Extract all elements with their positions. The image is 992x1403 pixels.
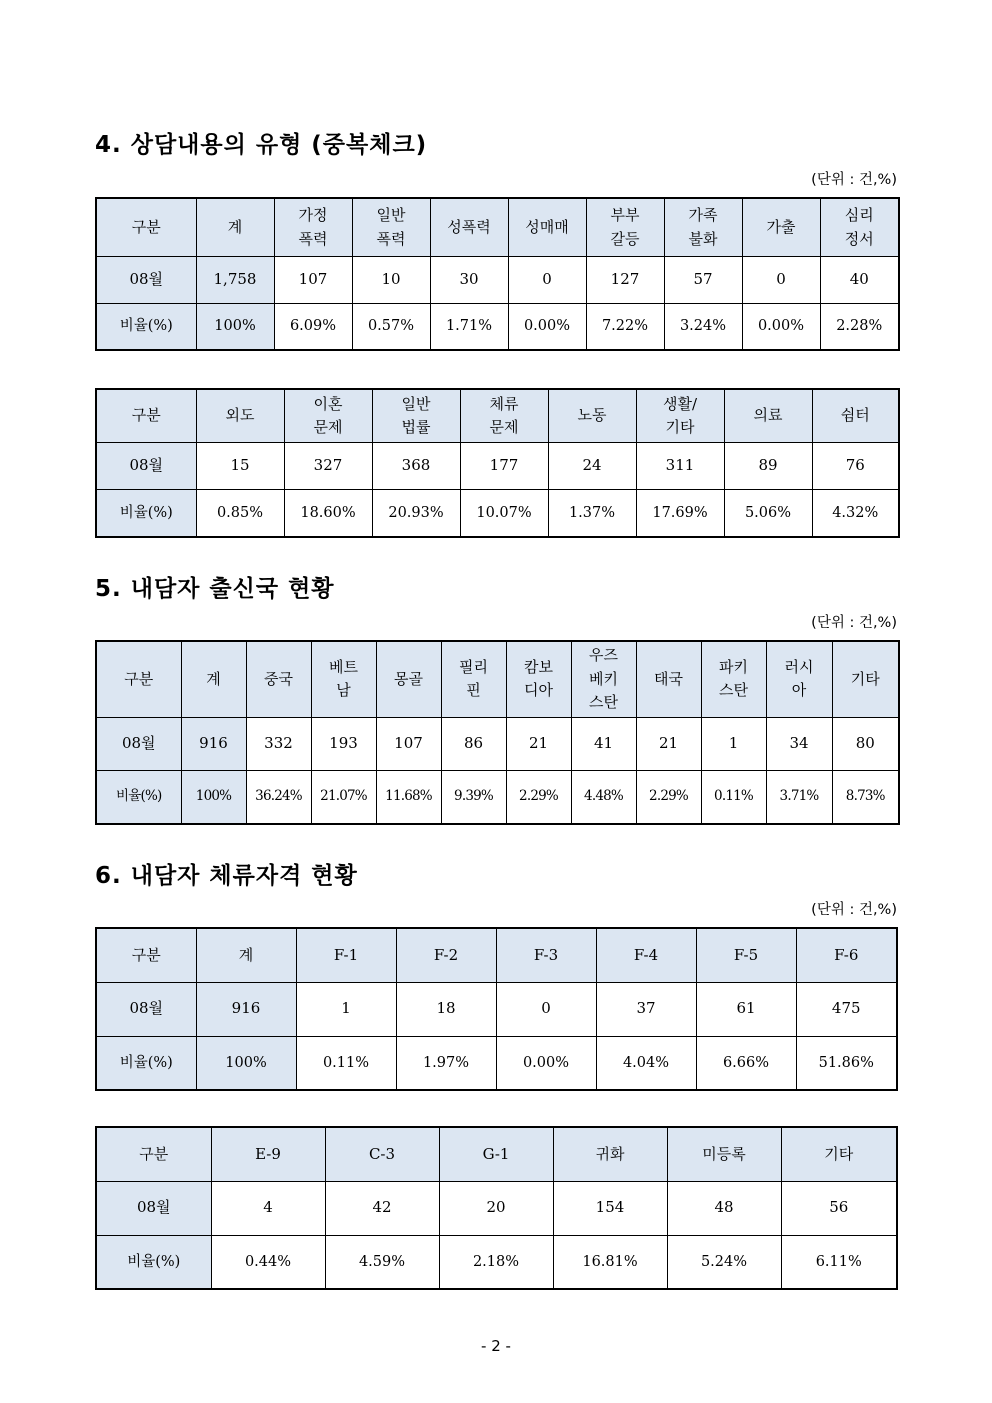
header-cell: 의료 bbox=[724, 389, 812, 442]
percent-cell: 100% bbox=[196, 303, 274, 350]
count-cell: 15 bbox=[196, 442, 284, 489]
percent-cell: 4.32% bbox=[812, 489, 899, 537]
header-cell: 부부 갈등 bbox=[586, 198, 664, 257]
header-cell: 파키 스탄 bbox=[701, 641, 766, 717]
percent-cell: 4.59% bbox=[325, 1235, 439, 1289]
percent-cell: 11.68% bbox=[376, 770, 441, 824]
header-cell: 계 bbox=[181, 641, 246, 717]
header-cell: F-5 bbox=[696, 928, 796, 982]
header-cell: 성폭력 bbox=[430, 198, 508, 257]
percent-cell: 20.93% bbox=[372, 489, 460, 537]
percent-cell: 10.07% bbox=[460, 489, 548, 537]
percent-cell: 0.11% bbox=[701, 770, 766, 824]
count-cell: 42 bbox=[325, 1181, 439, 1235]
count-cell: 48 bbox=[667, 1181, 781, 1235]
count-cell: 368 bbox=[372, 442, 460, 489]
header-cell: 계 bbox=[196, 928, 296, 982]
count-cell: 193 bbox=[311, 717, 376, 770]
header-cell: 우즈 베키 스탄 bbox=[571, 641, 636, 717]
count-cell: 80 bbox=[832, 717, 899, 770]
count-cell: 311 bbox=[636, 442, 724, 489]
count-cell: 4 bbox=[211, 1181, 325, 1235]
count-cell: 10 bbox=[352, 257, 430, 304]
residence-status-table-1 bbox=[95, 927, 898, 1091]
row-label-cell: 비율(%) bbox=[96, 1235, 211, 1289]
percent-cell: 9.39% bbox=[441, 770, 506, 824]
row-label-cell: 비율(%) bbox=[96, 770, 181, 824]
percent-cell: 2.28% bbox=[820, 303, 899, 350]
header-cell: 귀화 bbox=[553, 1127, 667, 1181]
percent-cell: 21.07% bbox=[311, 770, 376, 824]
row-label-cell: 08월 bbox=[96, 717, 181, 770]
header-cell: 태국 bbox=[636, 641, 701, 717]
percent-cell: 2.18% bbox=[439, 1235, 553, 1289]
section-5-title: 5. 내담자 출신국 현황 bbox=[95, 576, 335, 602]
header-cell: 이혼 문제 bbox=[284, 389, 372, 442]
header-label-cell: 구분 bbox=[96, 1127, 211, 1181]
row-label-cell: 비율(%) bbox=[96, 1036, 196, 1090]
header-cell: 가족 불화 bbox=[664, 198, 742, 257]
count-cell: 21 bbox=[506, 717, 571, 770]
percent-cell: 0.00% bbox=[508, 303, 586, 350]
count-cell: 86 bbox=[441, 717, 506, 770]
percent-cell: 18.60% bbox=[284, 489, 372, 537]
row-label-cell: 비율(%) bbox=[96, 303, 196, 350]
percent-cell: 0.00% bbox=[742, 303, 820, 350]
consultation-type-table-1 bbox=[95, 197, 900, 351]
header-cell: 중국 bbox=[246, 641, 311, 717]
percent-cell: 17.69% bbox=[636, 489, 724, 537]
header-cell: 일반 법률 bbox=[372, 389, 460, 442]
header-cell: 기타 bbox=[781, 1127, 897, 1181]
header-cell: 생활/ 기타 bbox=[636, 389, 724, 442]
percent-cell: 0.44% bbox=[211, 1235, 325, 1289]
count-cell: 18 bbox=[396, 982, 496, 1036]
percent-cell: 1.37% bbox=[548, 489, 636, 537]
header-cell: 캄보 디아 bbox=[506, 641, 571, 717]
count-cell: 24 bbox=[548, 442, 636, 489]
percent-cell: 1.97% bbox=[396, 1036, 496, 1090]
section-4-title: 4. 상담내용의 유형 (중복체크) bbox=[95, 132, 428, 158]
header-cell: 계 bbox=[196, 198, 274, 257]
percent-cell: 2.29% bbox=[636, 770, 701, 824]
count-cell: 1,758 bbox=[196, 257, 274, 304]
count-cell: 177 bbox=[460, 442, 548, 489]
header-label-cell: 구분 bbox=[96, 389, 196, 442]
percent-cell: 100% bbox=[181, 770, 246, 824]
header-cell: F-6 bbox=[796, 928, 897, 982]
header-cell: F-3 bbox=[496, 928, 596, 982]
page-number: - 2 - bbox=[481, 1337, 511, 1355]
count-cell: 56 bbox=[781, 1181, 897, 1235]
row-label-cell: 08월 bbox=[96, 1181, 211, 1235]
header-cell: F-1 bbox=[296, 928, 396, 982]
header-cell: 몽골 bbox=[376, 641, 441, 717]
header-cell: E-9 bbox=[211, 1127, 325, 1181]
count-cell: 327 bbox=[284, 442, 372, 489]
count-cell: 89 bbox=[724, 442, 812, 489]
count-cell: 475 bbox=[796, 982, 897, 1036]
row-label-cell: 08월 bbox=[96, 982, 196, 1036]
row-label-cell: 08월 bbox=[96, 442, 196, 489]
header-cell: 베트 남 bbox=[311, 641, 376, 717]
count-cell: 107 bbox=[376, 717, 441, 770]
count-cell: 21 bbox=[636, 717, 701, 770]
percent-cell: 5.24% bbox=[667, 1235, 781, 1289]
header-cell: 일반 폭력 bbox=[352, 198, 430, 257]
header-label-cell: 구분 bbox=[96, 641, 181, 717]
count-cell: 1 bbox=[296, 982, 396, 1036]
percent-cell: 4.04% bbox=[596, 1036, 696, 1090]
consultation-type-table-2 bbox=[95, 388, 900, 538]
percent-cell: 5.06% bbox=[724, 489, 812, 537]
header-cell: 쉼터 bbox=[812, 389, 899, 442]
count-cell: 0 bbox=[742, 257, 820, 304]
percent-cell: 7.22% bbox=[586, 303, 664, 350]
percent-cell: 8.73% bbox=[832, 770, 899, 824]
section-6-unit: (단위 : 건,%) bbox=[811, 902, 897, 918]
percent-cell: 36.24% bbox=[246, 770, 311, 824]
header-cell: 심리 정서 bbox=[820, 198, 899, 257]
residence-status-table-2 bbox=[95, 1126, 898, 1290]
header-cell: 기타 bbox=[832, 641, 899, 717]
percent-cell: 2.29% bbox=[506, 770, 571, 824]
header-cell: G-1 bbox=[439, 1127, 553, 1181]
percent-cell: 3.24% bbox=[664, 303, 742, 350]
count-cell: 127 bbox=[586, 257, 664, 304]
header-cell: 필리 핀 bbox=[441, 641, 506, 717]
percent-cell: 1.71% bbox=[430, 303, 508, 350]
count-cell: 332 bbox=[246, 717, 311, 770]
section-5-unit: (단위 : 건,%) bbox=[811, 615, 897, 631]
section-4-unit: (단위 : 건,%) bbox=[811, 172, 897, 188]
row-label-cell: 비율(%) bbox=[96, 489, 196, 537]
percent-cell: 0.11% bbox=[296, 1036, 396, 1090]
header-cell: 외도 bbox=[196, 389, 284, 442]
header-cell: 성매매 bbox=[508, 198, 586, 257]
percent-cell: 100% bbox=[196, 1036, 296, 1090]
header-label-cell: 구분 bbox=[96, 928, 196, 982]
count-cell: 154 bbox=[553, 1181, 667, 1235]
header-label-cell: 구분 bbox=[96, 198, 196, 257]
percent-cell: 6.66% bbox=[696, 1036, 796, 1090]
country-of-origin-table bbox=[95, 640, 900, 825]
count-cell: 30 bbox=[430, 257, 508, 304]
count-cell: 20 bbox=[439, 1181, 553, 1235]
header-cell: F-2 bbox=[396, 928, 496, 982]
count-cell: 916 bbox=[181, 717, 246, 770]
header-cell: C-3 bbox=[325, 1127, 439, 1181]
count-cell: 37 bbox=[596, 982, 696, 1036]
percent-cell: 0.85% bbox=[196, 489, 284, 537]
count-cell: 76 bbox=[812, 442, 899, 489]
percent-cell: 6.09% bbox=[274, 303, 352, 350]
section-6-title: 6. 내담자 체류자격 현황 bbox=[95, 863, 358, 889]
count-cell: 40 bbox=[820, 257, 899, 304]
count-cell: 41 bbox=[571, 717, 636, 770]
count-cell: 0 bbox=[496, 982, 596, 1036]
header-cell: F-4 bbox=[596, 928, 696, 982]
percent-cell: 0.00% bbox=[496, 1036, 596, 1090]
header-cell: 미등록 bbox=[667, 1127, 781, 1181]
count-cell: 57 bbox=[664, 257, 742, 304]
count-cell: 916 bbox=[196, 982, 296, 1036]
percent-cell: 6.11% bbox=[781, 1235, 897, 1289]
count-cell: 1 bbox=[701, 717, 766, 770]
count-cell: 61 bbox=[696, 982, 796, 1036]
header-cell: 체류 문제 bbox=[460, 389, 548, 442]
header-cell: 가정 폭력 bbox=[274, 198, 352, 257]
percent-cell: 0.57% bbox=[352, 303, 430, 350]
count-cell: 34 bbox=[766, 717, 832, 770]
header-cell: 노동 bbox=[548, 389, 636, 442]
percent-cell: 3.71% bbox=[766, 770, 832, 824]
row-label-cell: 08월 bbox=[96, 257, 196, 304]
percent-cell: 4.48% bbox=[571, 770, 636, 824]
percent-cell: 51.86% bbox=[796, 1036, 897, 1090]
header-cell: 가출 bbox=[742, 198, 820, 257]
count-cell: 0 bbox=[508, 257, 586, 304]
count-cell: 107 bbox=[274, 257, 352, 304]
percent-cell: 16.81% bbox=[553, 1235, 667, 1289]
header-cell: 러시 아 bbox=[766, 641, 832, 717]
